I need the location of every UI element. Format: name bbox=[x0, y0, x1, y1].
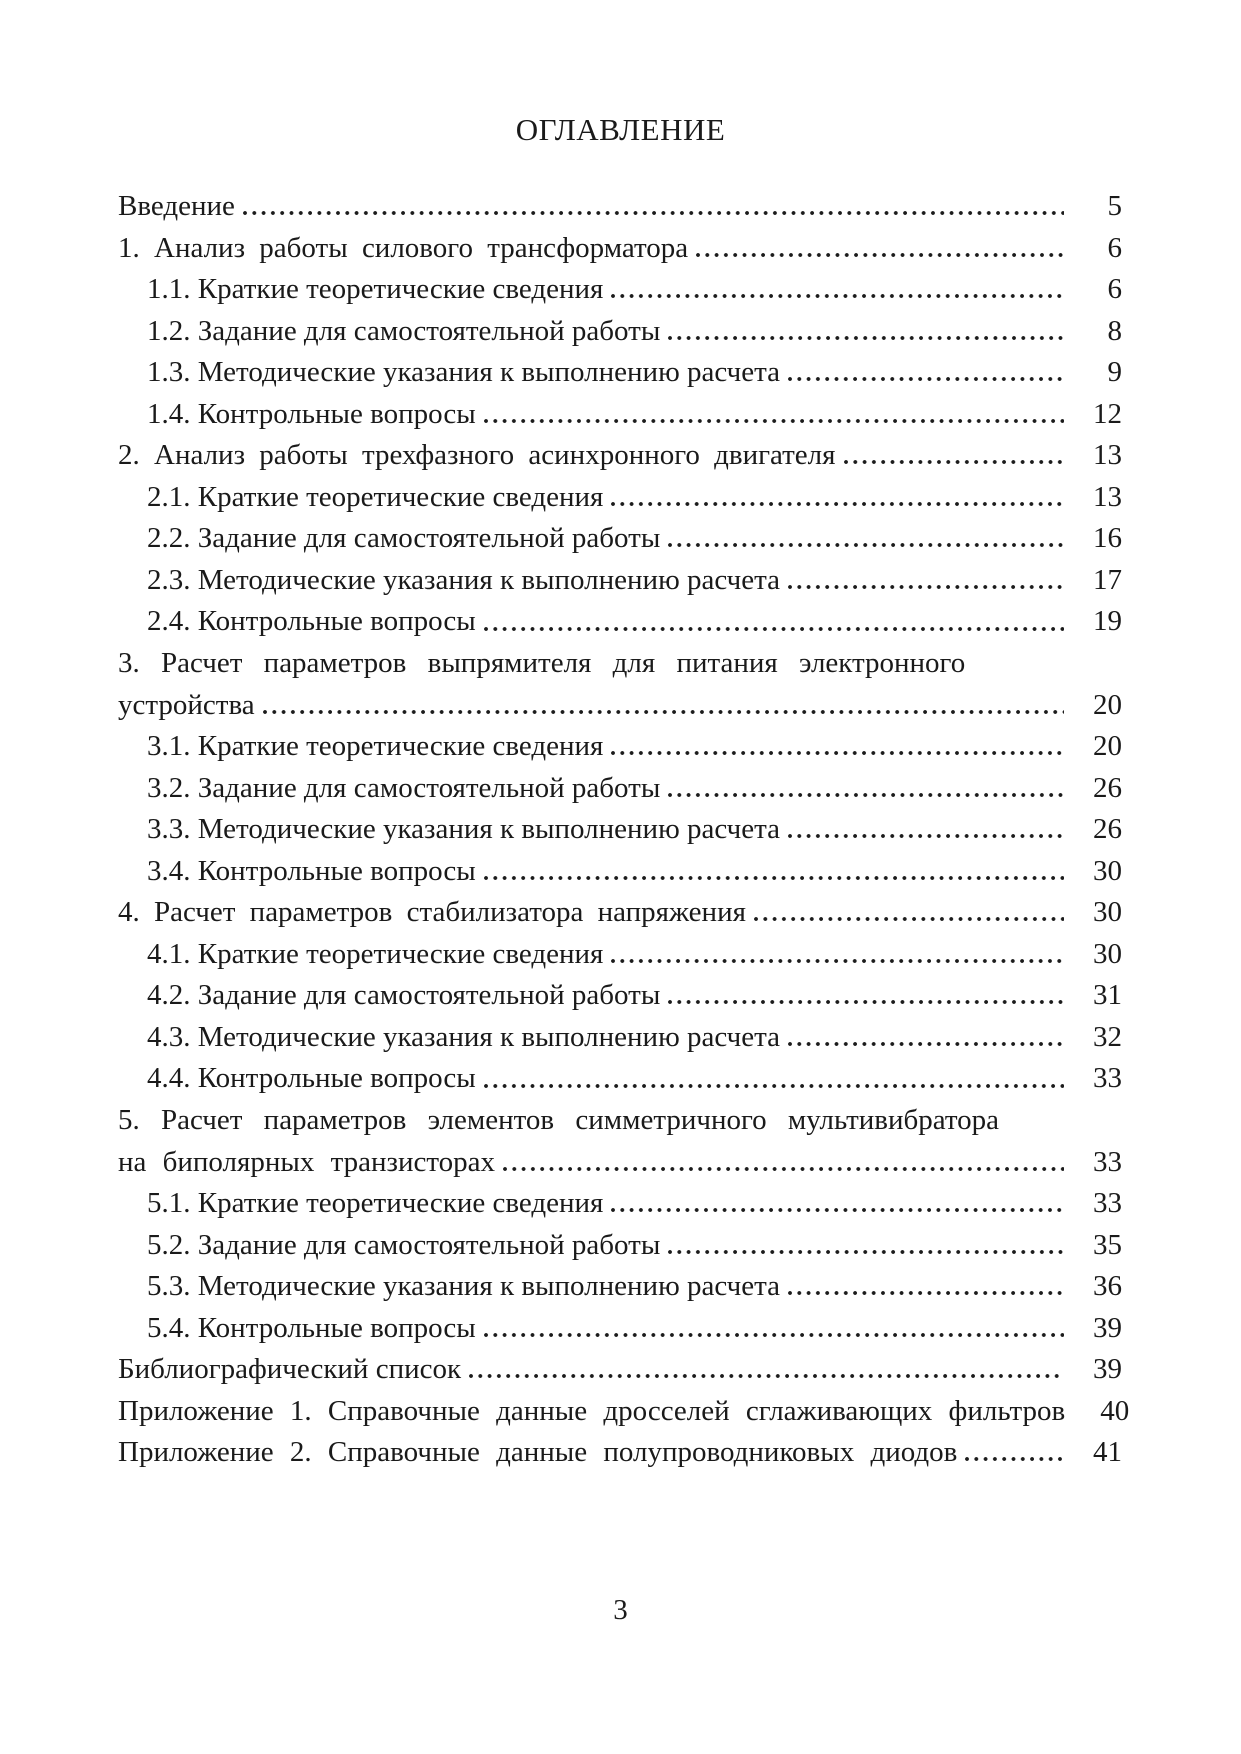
toc-page-number: 39 bbox=[1093, 1353, 1122, 1386]
toc-entry-label: 3.2. Задание для самостоятельной работы bbox=[147, 771, 661, 804]
toc-entry-label: 5.4. Контрольные вопросы bbox=[147, 1311, 476, 1344]
toc-entry-label: 1.4. Контрольные вопросы bbox=[147, 397, 476, 430]
toc-entry-label: Приложение 1. Справочные данные дросселей сглаживающих фильтров bbox=[118, 1394, 1066, 1427]
toc-page-number: 16 bbox=[1093, 522, 1122, 555]
toc-entry-wrap-line2 bbox=[118, 685, 1122, 727]
toc-entry bbox=[118, 311, 1122, 353]
toc-page-number: 5 bbox=[1107, 190, 1122, 222]
toc-entry bbox=[118, 560, 1122, 602]
toc-entry bbox=[118, 809, 1122, 851]
toc-entry-label: 5.2. Задание для самостоятельной работы bbox=[147, 1228, 661, 1261]
toc-entry bbox=[118, 477, 1122, 519]
toc-page-number: 12 bbox=[1093, 397, 1122, 430]
toc-entry-label: 5.3. Методические указания к выполнению расчета bbox=[147, 1270, 781, 1303]
leader-dots bbox=[786, 560, 1064, 602]
footer-page-number: 3 bbox=[613, 1594, 628, 1626]
table-of-contents bbox=[118, 186, 1130, 1474]
toc-page-number: 17 bbox=[1093, 563, 1122, 596]
toc-page-number: 30 bbox=[1093, 854, 1122, 887]
toc-page-number: 30 bbox=[1093, 896, 1122, 929]
toc-entry-label: 4.3. Методические указания к выполнению расчета bbox=[147, 1020, 781, 1053]
toc-entry-label: 3.4. Контрольные вопросы bbox=[147, 854, 476, 887]
toc-entry-label: 5. Расчет параметров элементов симметричного мультивибратора bbox=[118, 1104, 1000, 1137]
toc-entry bbox=[118, 228, 1122, 270]
leader-dots bbox=[609, 934, 1064, 976]
toc-entry bbox=[118, 851, 1122, 893]
toc-entry bbox=[118, 768, 1122, 810]
toc-page-number: 39 bbox=[1093, 1311, 1122, 1344]
toc-page-number: 35 bbox=[1093, 1228, 1122, 1261]
toc-entry-label: 2.3. Методические указания к выполнению расчета bbox=[147, 563, 781, 596]
toc-entry-wrap-line2 bbox=[118, 1142, 1122, 1184]
toc-page-number: 41 bbox=[1093, 1436, 1122, 1469]
leader-dots bbox=[609, 1183, 1064, 1225]
leader-dots bbox=[482, 851, 1064, 893]
toc-page-number: 32 bbox=[1093, 1020, 1122, 1053]
toc-page-number: 33 bbox=[1093, 1145, 1122, 1178]
toc-entry-label: 2.4. Контрольные вопросы bbox=[147, 605, 476, 638]
toc-entry bbox=[118, 394, 1122, 436]
toc-entry-wrap-line1 bbox=[118, 1100, 1122, 1142]
toc-entry bbox=[118, 934, 1122, 976]
toc-entry bbox=[118, 1391, 1130, 1433]
page-title: ОГЛАВЛЕНИЕ bbox=[515, 112, 726, 147]
leader-dots bbox=[482, 1308, 1064, 1350]
leader-dots bbox=[482, 1058, 1064, 1100]
toc-page-number: 36 bbox=[1093, 1270, 1122, 1303]
toc-entry-label: Приложение 2. Справочные данные полупроводниковых диодов bbox=[118, 1436, 958, 1469]
toc-page-number: 40 bbox=[1100, 1394, 1130, 1427]
leader-dots bbox=[666, 1225, 1064, 1267]
leader-dots bbox=[666, 518, 1064, 560]
toc-entry bbox=[118, 1183, 1122, 1225]
toc-entry-label: Библиографический список bbox=[118, 1353, 462, 1386]
toc-page-number: 13 bbox=[1093, 439, 1122, 472]
toc-entry-label: 4. Расчет параметров стабилизатора напряжения bbox=[118, 896, 746, 929]
toc-entry-label: 3.1. Краткие теоретические сведения bbox=[147, 730, 604, 763]
toc-entry-label: 3.3. Методические указания к выполнению расчета bbox=[147, 813, 781, 846]
toc-page-number: 20 bbox=[1093, 688, 1122, 721]
leader-dots bbox=[467, 1349, 1064, 1391]
toc-entry bbox=[118, 1432, 1122, 1474]
toc-entry-label: 2.2. Задание для самостоятельной работы bbox=[147, 522, 661, 555]
leader-dots bbox=[609, 726, 1064, 768]
toc-page-number: 8 bbox=[1107, 314, 1122, 347]
toc-entry bbox=[118, 892, 1122, 934]
toc-entry bbox=[118, 975, 1122, 1017]
leader-dots bbox=[786, 809, 1064, 851]
toc-entry-label: 5.1. Краткие теоретические сведения bbox=[147, 1187, 604, 1220]
toc-entry-label: устройства bbox=[118, 688, 255, 721]
toc-page-number: 31 bbox=[1093, 979, 1122, 1012]
toc-entry-label: 1.3. Методические указания к выполнению расчета bbox=[147, 356, 781, 389]
toc-entry bbox=[118, 1017, 1122, 1059]
toc-entry bbox=[118, 1349, 1122, 1391]
toc-entry bbox=[118, 269, 1122, 311]
toc-page-number: 26 bbox=[1093, 813, 1122, 846]
leader-dots bbox=[786, 1017, 1064, 1059]
leader-dots bbox=[666, 311, 1064, 353]
toc-entry-label: 3. Расчет параметров выпрямителя для питания электронного bbox=[118, 647, 966, 680]
toc-page-number: 33 bbox=[1093, 1062, 1122, 1095]
toc-entry bbox=[118, 186, 1122, 228]
leader-dots bbox=[786, 352, 1064, 394]
leader-dots bbox=[963, 1432, 1064, 1474]
leader-dots bbox=[501, 1142, 1064, 1184]
toc-entry bbox=[118, 726, 1122, 768]
toc-entry-label: 2.1. Краткие теоретические сведения bbox=[147, 480, 604, 513]
leader-dots bbox=[482, 394, 1064, 436]
toc-entry-label: 1. Анализ работы силового трансформатора bbox=[118, 231, 689, 264]
toc-page-number: 6 bbox=[1107, 231, 1122, 264]
toc-page-number: 9 bbox=[1107, 356, 1122, 389]
toc-page-number: 26 bbox=[1093, 771, 1122, 804]
toc-entry-label: Введение bbox=[118, 190, 235, 222]
toc-page-number: 6 bbox=[1107, 273, 1122, 306]
toc-entry-label: 1.1. Краткие теоретические сведения bbox=[147, 273, 604, 306]
toc-entry bbox=[118, 1308, 1122, 1350]
toc-entry-label: 4.1. Краткие теоретические сведения bbox=[147, 937, 604, 970]
toc-entry-label: 1.2. Задание для самостоятельной работы bbox=[147, 314, 661, 347]
toc-entry-label: 4.2. Задание для самостоятельной работы bbox=[147, 979, 661, 1012]
toc-entry-label: 2. Анализ работы трехфазного асинхронного двигателя bbox=[118, 439, 836, 472]
toc-entry bbox=[118, 1266, 1122, 1308]
toc-entry-label: 4.4. Контрольные вопросы bbox=[147, 1062, 476, 1095]
toc-page-number: 33 bbox=[1093, 1187, 1122, 1220]
leader-dots bbox=[241, 186, 1064, 228]
leader-dots bbox=[694, 228, 1064, 270]
toc-entry-wrap-line1 bbox=[118, 643, 1122, 685]
toc-page-number: 30 bbox=[1093, 937, 1122, 970]
leader-dots bbox=[842, 435, 1065, 477]
toc-entry-label: на биполярных транзисторах bbox=[118, 1145, 496, 1178]
leader-dots bbox=[666, 768, 1064, 810]
toc-entry bbox=[118, 518, 1122, 560]
toc-entry bbox=[118, 352, 1122, 394]
toc-page-number: 13 bbox=[1093, 480, 1122, 513]
toc-entry bbox=[118, 435, 1122, 477]
toc-entry bbox=[118, 601, 1122, 643]
toc-page-number: 20 bbox=[1093, 730, 1122, 763]
leader-dots bbox=[752, 892, 1064, 934]
leader-dots bbox=[666, 975, 1064, 1017]
leader-dots bbox=[482, 601, 1064, 643]
toc-page-number: 19 bbox=[1093, 605, 1122, 638]
leader-dots bbox=[609, 477, 1064, 519]
toc-entry bbox=[118, 1058, 1122, 1100]
leader-dots bbox=[609, 269, 1064, 311]
toc-entry bbox=[118, 1225, 1122, 1267]
leader-dots bbox=[786, 1266, 1064, 1308]
leader-dots bbox=[261, 685, 1064, 727]
